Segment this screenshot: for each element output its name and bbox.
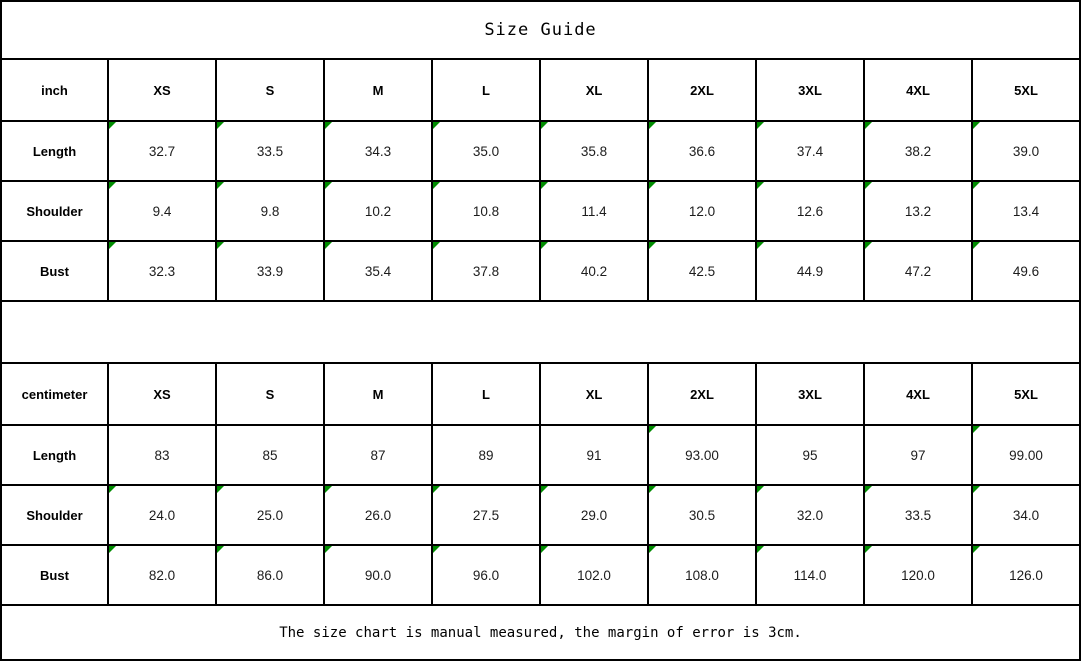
measurement-value-cell: 34.3 (323, 120, 431, 180)
cell-corner-flag-icon (649, 182, 656, 189)
measurement-value-cell: 114.0 (755, 544, 863, 604)
measurement-value-cell: 97 (863, 424, 971, 484)
measurement-value-cell: 108.0 (647, 544, 755, 604)
size-column-header-2xl: 2XL (647, 364, 755, 424)
cell-corner-flag-icon (865, 122, 872, 129)
cell-corner-flag-icon (649, 486, 656, 493)
measurement-value-cell: 38.2 (863, 120, 971, 180)
measurement-value-cell: 9.8 (215, 180, 323, 240)
cell-corner-flag-icon (541, 182, 548, 189)
size-column-header-l: L (431, 364, 539, 424)
cell-corner-flag-icon (433, 486, 440, 493)
measurement-label-shoulder: Shoulder (2, 484, 107, 544)
cell-corner-flag-icon (541, 122, 548, 129)
measurement-label-length: Length (2, 424, 107, 484)
size-column-header-3xl: 3XL (755, 364, 863, 424)
size-column-header-xl: XL (539, 60, 647, 120)
measurement-value-cell: 12.0 (647, 180, 755, 240)
size-column-header-xs: XS (107, 364, 215, 424)
cell-corner-flag-icon (865, 182, 872, 189)
size-table-inch (2, 60, 1079, 302)
cell-corner-flag-icon (541, 242, 548, 249)
measurement-value-cell: 37.4 (755, 120, 863, 180)
size-column-header-l: L (431, 60, 539, 120)
measurement-value-cell: 36.6 (647, 120, 755, 180)
size-column-header-xl: XL (539, 364, 647, 424)
measurement-value-cell: 34.0 (971, 484, 1079, 544)
footer-note: The size chart is manual measured, the margin of error is 3cm. (279, 624, 802, 641)
measurement-value-cell: 33.5 (215, 120, 323, 180)
measurement-value-cell: 90.0 (323, 544, 431, 604)
measurement-value-cell: 40.2 (539, 240, 647, 300)
measurement-value-cell: 99.00 (971, 424, 1079, 484)
measurement-value-cell: 96.0 (431, 544, 539, 604)
measurement-value-cell: 33.9 (215, 240, 323, 300)
size-column-header-m: M (323, 364, 431, 424)
size-column-header-4xl: 4XL (863, 364, 971, 424)
cell-corner-flag-icon (325, 122, 332, 129)
measurement-value-cell: 11.4 (539, 180, 647, 240)
size-column-header-s: S (215, 364, 323, 424)
measurement-label-bust: Bust (2, 240, 107, 300)
cell-corner-flag-icon (973, 486, 980, 493)
measurement-value-cell: 95 (755, 424, 863, 484)
cell-corner-flag-icon (109, 242, 116, 249)
cell-corner-flag-icon (109, 122, 116, 129)
measurement-value-cell: 29.0 (539, 484, 647, 544)
size-column-header-xs: XS (107, 60, 215, 120)
measurement-value-cell: 82.0 (107, 544, 215, 604)
measurement-value-cell: 25.0 (215, 484, 323, 544)
cell-corner-flag-icon (973, 182, 980, 189)
cell-corner-flag-icon (865, 242, 872, 249)
cell-corner-flag-icon (649, 546, 656, 553)
measurement-value-cell: 49.6 (971, 240, 1079, 300)
cell-corner-flag-icon (325, 182, 332, 189)
measurement-value-cell: 13.4 (971, 180, 1079, 240)
measurement-label-length: Length (2, 120, 107, 180)
measurement-value-cell: 44.9 (755, 240, 863, 300)
measurement-value-cell: 33.5 (863, 484, 971, 544)
cell-corner-flag-icon (757, 486, 764, 493)
size-column-header-2xl: 2XL (647, 60, 755, 120)
measurement-value-cell: 91 (539, 424, 647, 484)
measurement-label-bust: Bust (2, 544, 107, 604)
cell-corner-flag-icon (325, 486, 332, 493)
cell-corner-flag-icon (865, 486, 872, 493)
cell-corner-flag-icon (757, 546, 764, 553)
measurement-value-cell: 120.0 (863, 544, 971, 604)
measurement-value-cell: 13.2 (863, 180, 971, 240)
measurement-value-cell: 30.5 (647, 484, 755, 544)
measurement-value-cell: 37.8 (431, 240, 539, 300)
cell-corner-flag-icon (109, 546, 116, 553)
size-column-header-4xl: 4XL (863, 60, 971, 120)
cell-corner-flag-icon (757, 242, 764, 249)
cell-corner-flag-icon (217, 242, 224, 249)
cell-corner-flag-icon (325, 546, 332, 553)
measurement-value-cell: 126.0 (971, 544, 1079, 604)
table-spacer (2, 302, 1079, 362)
size-column-header-m: M (323, 60, 431, 120)
measurement-value-cell: 32.0 (755, 484, 863, 544)
measurement-value-cell: 86.0 (215, 544, 323, 604)
measurement-value-cell: 35.8 (539, 120, 647, 180)
cell-corner-flag-icon (649, 426, 656, 433)
measurement-value-cell: 42.5 (647, 240, 755, 300)
cell-corner-flag-icon (217, 182, 224, 189)
measurement-label-shoulder: Shoulder (2, 180, 107, 240)
measurement-value-cell: 9.4 (107, 180, 215, 240)
cell-corner-flag-icon (973, 122, 980, 129)
cell-corner-flag-icon (649, 242, 656, 249)
measurement-value-cell: 93.00 (647, 424, 755, 484)
cell-corner-flag-icon (973, 242, 980, 249)
measurement-value-cell: 35.0 (431, 120, 539, 180)
size-column-header-s: S (215, 60, 323, 120)
measurement-value-cell: 26.0 (323, 484, 431, 544)
measurement-value-cell: 24.0 (107, 484, 215, 544)
cell-corner-flag-icon (433, 546, 440, 553)
measurement-value-cell: 10.8 (431, 180, 539, 240)
cell-corner-flag-icon (973, 546, 980, 553)
measurement-value-cell: 12.6 (755, 180, 863, 240)
cell-corner-flag-icon (217, 546, 224, 553)
cell-corner-flag-icon (541, 486, 548, 493)
size-column-header-3xl: 3XL (755, 60, 863, 120)
measurement-value-cell: 32.3 (107, 240, 215, 300)
size-column-header-5xl: 5XL (971, 364, 1079, 424)
unit-label-inch: inch (41, 82, 68, 98)
cell-corner-flag-icon (649, 122, 656, 129)
cell-corner-flag-icon (541, 546, 548, 553)
measurement-value-cell: 39.0 (971, 120, 1079, 180)
cell-corner-flag-icon (109, 486, 116, 493)
cell-corner-flag-icon (433, 242, 440, 249)
cell-corner-flag-icon (757, 122, 764, 129)
cell-corner-flag-icon (109, 182, 116, 189)
measurement-value-cell: 89 (431, 424, 539, 484)
page-title: Size Guide (2, 2, 1079, 60)
cell-corner-flag-icon (325, 242, 332, 249)
cell-corner-flag-icon (217, 122, 224, 129)
measurement-value-cell: 85 (215, 424, 323, 484)
size-column-header-5xl: 5XL (971, 60, 1079, 120)
measurement-value-cell: 102.0 (539, 544, 647, 604)
measurement-value-cell: 83 (107, 424, 215, 484)
cell-corner-flag-icon (865, 546, 872, 553)
cell-corner-flag-icon (433, 122, 440, 129)
measurement-value-cell: 10.2 (323, 180, 431, 240)
cell-corner-flag-icon (757, 182, 764, 189)
measurement-value-cell: 27.5 (431, 484, 539, 544)
measurement-value-cell: 47.2 (863, 240, 971, 300)
measurement-value-cell: 35.4 (323, 240, 431, 300)
unit-label-centimeter: centimeter (21, 386, 88, 402)
cell-corner-flag-icon (433, 182, 440, 189)
cell-corner-flag-icon (217, 486, 224, 493)
cell-corner-flag-icon (973, 426, 980, 433)
size-table-centimeter (2, 362, 1079, 606)
measurement-value-cell: 32.7 (107, 120, 215, 180)
measurement-value-cell: 87 (323, 424, 431, 484)
